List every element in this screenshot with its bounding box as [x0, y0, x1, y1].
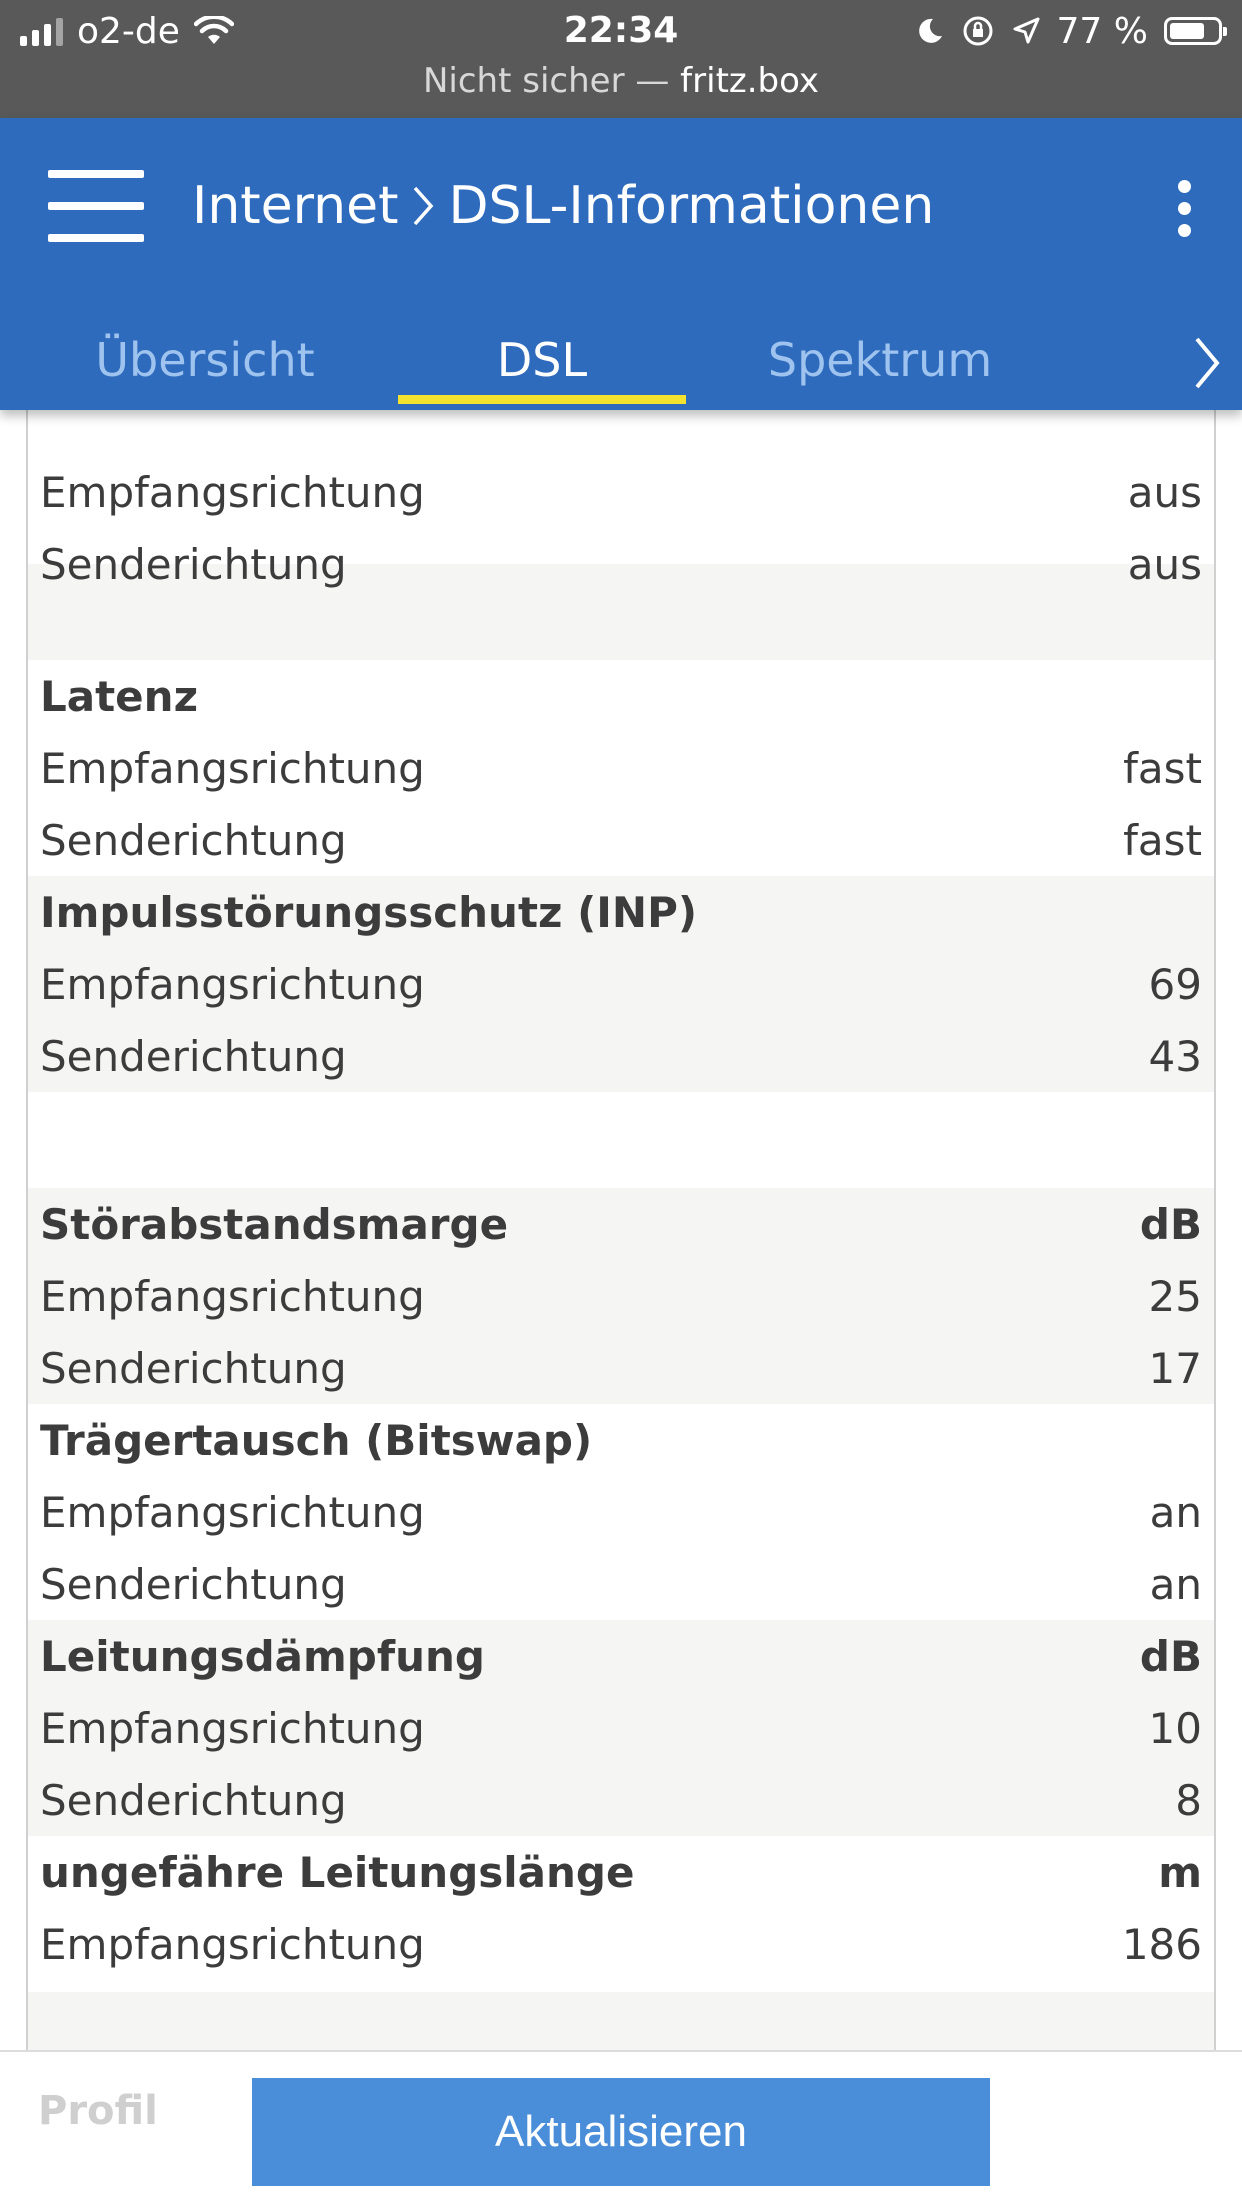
table-row	[28, 1476, 1214, 1548]
chevron-right-icon	[1192, 335, 1222, 391]
url-bar[interactable]	[0, 58, 1242, 104]
table-spacer	[28, 1992, 1214, 2050]
chevron-right-icon	[410, 185, 436, 227]
row-value: 186	[1121, 1919, 1202, 1969]
rotation-lock-icon	[961, 14, 995, 48]
row-value: aus	[1127, 539, 1202, 589]
table-row	[28, 1332, 1214, 1404]
row-value: aus	[1127, 467, 1202, 517]
row-label: Impulsstörungsschutz (INP)	[40, 887, 698, 937]
tabs-next-icon[interactable]	[1192, 310, 1222, 410]
breadcrumb	[192, 174, 934, 238]
table-spacer	[28, 1092, 1214, 1188]
row-value: fast	[1123, 743, 1202, 793]
tab-spektrum[interactable]: Spektrum	[767, 333, 993, 387]
row-label: Empfangsrichtung	[40, 743, 425, 793]
row-label: Störabstandsmarge	[40, 1199, 509, 1249]
row-value: 10	[1148, 1703, 1202, 1753]
row-label: Trägertausch (Bitswap)	[40, 1415, 593, 1465]
row-label: Latenz	[40, 671, 199, 721]
more-options-icon[interactable]	[1174, 180, 1194, 236]
status-right	[915, 6, 1222, 56]
table-row	[28, 804, 1214, 876]
row-label: Empfangsrichtung	[40, 1487, 425, 1537]
clock: 22:34	[563, 10, 679, 51]
page-title: DSL-Informationen	[448, 176, 935, 236]
row-label: Leitungsdämpfung	[40, 1631, 485, 1681]
carrier-name: o2-de	[77, 10, 180, 52]
table-row	[28, 1260, 1214, 1332]
row-label: Senderichtung	[40, 1343, 347, 1393]
tab-bar	[0, 310, 1242, 410]
row-label: Empfangsrichtung	[40, 1271, 425, 1321]
row-label: ungefähre Leitungslänge	[40, 1847, 635, 1897]
app-header	[0, 118, 1242, 410]
row-label: Senderichtung	[40, 539, 347, 589]
update-button[interactable]: Aktualisieren	[252, 2078, 990, 2186]
row-label: Empfangsrichtung	[40, 467, 425, 517]
table-row	[28, 528, 1214, 600]
table-row	[28, 948, 1214, 1020]
row-value: fast	[1123, 815, 1202, 865]
row-value: 43	[1148, 1031, 1202, 1081]
tab-uebersicht[interactable]: Übersicht	[95, 333, 315, 387]
battery-percent: 77 %	[1056, 10, 1148, 52]
table-section-header	[28, 1620, 1214, 1692]
row-value: m	[1158, 1847, 1202, 1897]
row-value: an	[1149, 1559, 1202, 1609]
profile-label: Profil	[38, 2088, 158, 2134]
table-row	[28, 1692, 1214, 1764]
menu-icon[interactable]	[48, 170, 144, 242]
security-warning: Nicht sicher —	[422, 61, 670, 101]
url-host: fritz.box	[680, 61, 820, 101]
row-value: dB	[1139, 1199, 1202, 1249]
table-row	[28, 456, 1214, 528]
table-section-header	[28, 1836, 1214, 1908]
row-value: 8	[1175, 1775, 1202, 1825]
row-value: 69	[1148, 959, 1202, 1009]
table-row	[28, 1764, 1214, 1836]
tab-dsl[interactable]: DSL	[398, 310, 686, 410]
row-value: an	[1149, 1487, 1202, 1537]
row-value: 25	[1148, 1271, 1202, 1321]
table-row	[28, 1020, 1214, 1092]
table-section-header	[28, 1404, 1214, 1476]
row-label: Senderichtung	[40, 1775, 347, 1825]
table-section-header	[28, 660, 1214, 732]
dsl-info-table	[26, 410, 1216, 2050]
table-section-header	[28, 876, 1214, 948]
footer-bar	[0, 2050, 1242, 2210]
table-row	[28, 1908, 1214, 1980]
row-label: Senderichtung	[40, 1031, 347, 1081]
breadcrumb-section[interactable]: Internet	[192, 176, 399, 236]
table-row	[28, 1548, 1214, 1620]
row-label: Empfangsrichtung	[40, 1919, 425, 1969]
table-section-header	[28, 1188, 1214, 1260]
location-icon	[1011, 16, 1041, 46]
row-label: Empfangsrichtung	[40, 1703, 425, 1753]
row-label: Empfangsrichtung	[40, 959, 425, 1009]
status-bar	[0, 0, 1242, 118]
moon-icon	[915, 16, 945, 46]
row-label: Senderichtung	[40, 1559, 347, 1609]
row-value: dB	[1139, 1631, 1202, 1681]
row-label: Senderichtung	[40, 815, 347, 865]
battery-icon	[1164, 17, 1222, 45]
table-row	[28, 732, 1214, 804]
row-value: 17	[1148, 1343, 1202, 1393]
